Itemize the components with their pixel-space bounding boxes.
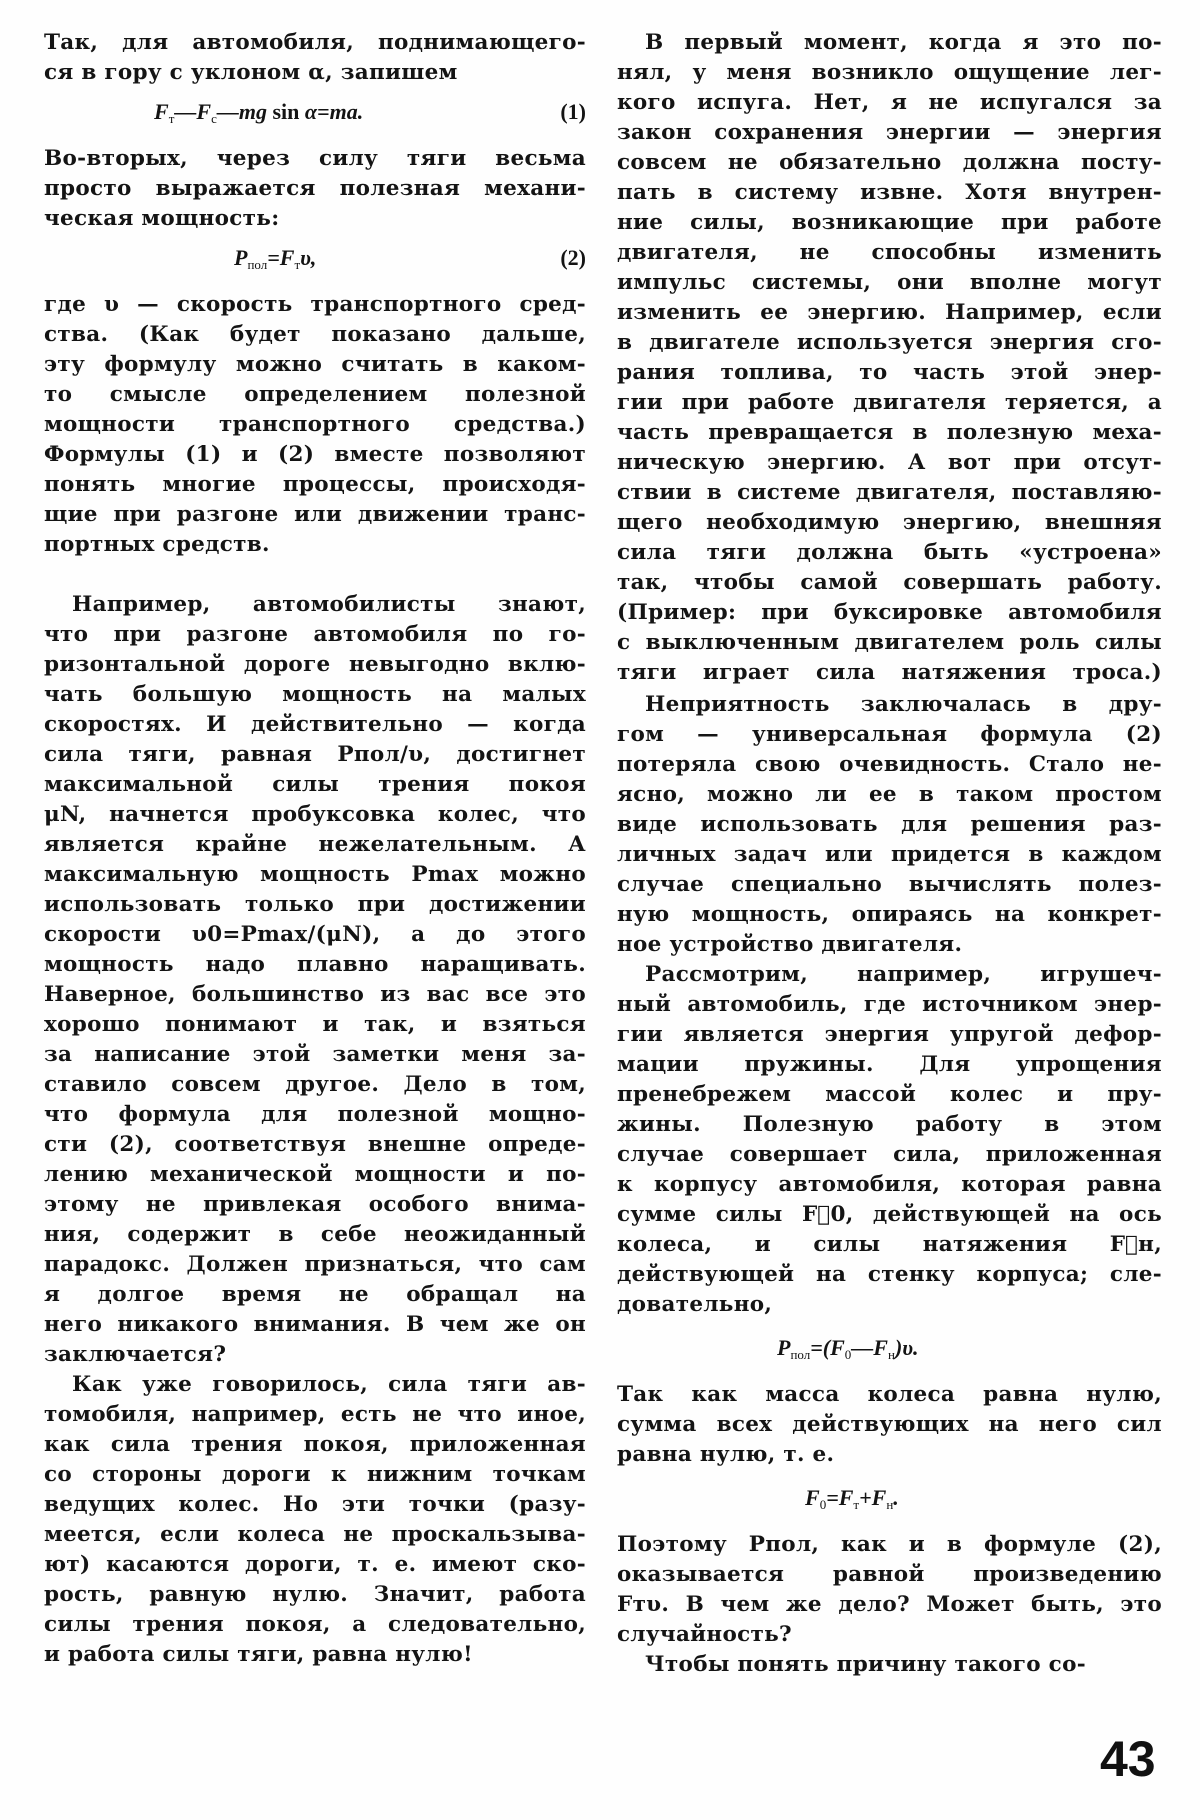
text-line: этому не привлекая особого внима- (44, 1192, 586, 1217)
text-line: ние силы, возникающие при работе (617, 210, 1162, 235)
formula-1-number: (1) (560, 99, 586, 124)
text-line: личных задач или придется в каждом (617, 842, 1162, 867)
text-line: ризонтальной дороге невыгодно вклю- (44, 652, 586, 677)
text-line: Наверное, большинство из вас все это (44, 982, 586, 1007)
formula-4 (617, 1480, 1162, 1516)
text-line: ную мощность, опираясь на конкрет- (617, 902, 1162, 927)
text-line: так, чтобы самой совершать работу. (617, 570, 1162, 595)
text-line: парадокс. Должен признаться, что сам (44, 1252, 586, 1277)
text-line: Например, автомобилисты знают, (72, 592, 586, 617)
text-line: ведущих колес. Но эти точки (разу- (44, 1492, 586, 1517)
text-line: с выключенным двигателем роль силы (617, 630, 1162, 655)
text-line: эту формулу можно считать в каком- (44, 352, 586, 377)
text-line: случае специально вычислять полез- (617, 872, 1162, 897)
text-line: Как уже говорилось, сила тяги ав- (72, 1372, 586, 1397)
text-line: ясно, можно ли ее в таком простом (617, 782, 1162, 807)
text-line: В первый момент, когда я это по- (645, 30, 1162, 55)
formula-2-number: (2) (560, 245, 586, 270)
text-line: понять многие процессы, происходя- (44, 472, 586, 497)
text-line: тяги играет сила натяжения троса.) (617, 660, 1162, 685)
text-line: использовать только при достижении (44, 892, 586, 917)
text-line: что при разгоне автомобиля по го- (44, 622, 586, 647)
text-line: сила тяги должна быть «устроена» (617, 540, 1162, 565)
text-line: Fтυ. В чем же дело? Может быть, это (617, 1592, 1162, 1617)
text-line: Неприятность заключалась в дру- (645, 692, 1162, 717)
text-line: колеса, и силы натяжения F⃗н, (617, 1232, 1162, 1257)
page-number: 43 (1100, 1731, 1156, 1787)
text-line: пренебрежем массой колес и пру- (617, 1082, 1162, 1107)
text-line: потеряла свою очевидность. Стало не- (617, 752, 1162, 777)
text-line: гии является энергия упругой дефор- (617, 1022, 1162, 1047)
formula-2-expression: $P_{пол}=F_т\upsilon$, (234, 245, 317, 272)
text-line: скорости υ0=Pmax/(μN), а до этого (44, 922, 586, 947)
text-line: портных средств. (44, 532, 270, 557)
text-line: щего необходимую энергию, внешняя (617, 510, 1162, 535)
text-line: скоростях. И действительно — когда (44, 712, 586, 737)
text-line: Во-вторых, через силу тяги весьма (44, 146, 586, 171)
text-line: меется, если колеса не проскальзыва- (44, 1522, 586, 1547)
text-line: хорошо понимают и так, и взяться (44, 1012, 586, 1037)
text-line: где υ — скорость транспортного сред- (44, 292, 586, 317)
text-line: силы трения покоя, а следовательно, (44, 1612, 586, 1637)
text-line: мации пружины. Для упрощения (617, 1052, 1162, 1077)
text-line: ют) касаются дороги, т. е. имеют ско- (44, 1552, 586, 1577)
text-line: Поэтому Pпол, как и в формуле (2), (617, 1532, 1162, 1557)
text-line: ческая мощность: (44, 206, 280, 231)
text-line: максимальную мощность Pmax можно (44, 862, 586, 887)
formula-3-expression: $P_{пол}=(F_0—F_н)\upsilon$. (777, 1335, 919, 1362)
text-line: случае совершает сила, приложенная (617, 1142, 1162, 1167)
text-line: действующей на стенку корпуса; сле- (617, 1262, 1162, 1287)
text-line: импульс системы, они вполне могут (617, 270, 1162, 295)
formula-4-expression: $F_0=F_т+F_н$. (805, 1485, 899, 1512)
text-line: случайность? (617, 1622, 792, 1647)
text-line: рания топлива, то часть этой энер- (617, 360, 1162, 385)
text-line: является крайне нежелательным. А (44, 832, 586, 857)
text-line: Так как масса колеса равна нулю, (617, 1382, 1162, 1407)
text-line: часть превращается в полезную меха- (617, 420, 1162, 445)
text-line: сумме силы F⃗0, действующей на ось (617, 1202, 1162, 1227)
text-line: сила тяги, равная Pпол/υ, достигнет (44, 742, 586, 767)
formula-2 (44, 240, 586, 276)
text-line: ствии в системе двигателя, поставляю- (617, 480, 1162, 505)
text-line: то смысле определением полезной (44, 382, 586, 407)
text-line: за написание этой заметки меня за- (44, 1042, 586, 1067)
text-line: мощности транспортного средства.) (44, 412, 586, 437)
text-line: двигателя, не способны изменить (617, 240, 1162, 265)
formula-1-expression: $F_т—F_с—mg$ sin α=ma. (154, 99, 364, 126)
text-line: щие при разгоне или движении транс- (44, 502, 586, 527)
text-line: Формулы (1) и (2) вместе позволяют (44, 442, 586, 467)
text-line: рость, равную нулю. Значит, работа (44, 1582, 586, 1607)
text-line: просто выражается полезная механи- (44, 176, 586, 201)
text-line: ническую энергию. А вот при отсут- (617, 450, 1162, 475)
text-line: гом — универсальная формула (2) (617, 722, 1162, 747)
text-line: я долгое время не обращал на (44, 1282, 586, 1307)
text-line: закон сохранения энергии — энергия (617, 120, 1162, 145)
text-line: чать большую мощность на малых (44, 682, 586, 707)
text-line: ный автомобиль, где источником энер- (617, 992, 1162, 1017)
text-line: кого испуга. Нет, я не испугался за (617, 90, 1162, 115)
text-line: и работа силы тяги, равна нулю! (44, 1642, 473, 1667)
text-line: изменить ее энергию. Например, если (617, 300, 1162, 325)
text-line: лению механической мощности и по- (44, 1162, 586, 1187)
text-line: Чтобы понять причину такого со- (645, 1652, 1086, 1677)
text-line: пать в систему извне. Хотя внутрен- (617, 180, 1162, 205)
text-line: ное устройство двигателя. (617, 932, 963, 957)
text-line: довательно, (617, 1292, 773, 1317)
text-line: Рассмотрим, например, игрушеч- (645, 962, 1162, 987)
text-line: что формула для полезной мощно- (44, 1102, 586, 1127)
text-line: томобиля, например, есть не что иное, (44, 1402, 586, 1427)
text-line: ся в гору с уклоном α, запишем (44, 60, 458, 85)
text-line: него никакого внимания. В чем же он (44, 1312, 586, 1337)
text-line: (Пример: при буксировке автомобиля (617, 600, 1162, 625)
text-line: жины. Полезную работу в этом (617, 1112, 1162, 1137)
text-line: совсем не обязательно должна посту- (617, 150, 1162, 175)
text-line: ния, содержит в себе неожиданный (44, 1222, 586, 1247)
text-line: виде использовать для решения раз- (617, 812, 1162, 837)
formula-3 (617, 1330, 1162, 1366)
text-line: мощность надо плавно наращивать. (44, 952, 586, 977)
text-line: заключается? (44, 1342, 227, 1367)
text-line: равна нулю, т. е. (617, 1442, 835, 1467)
formula-1 (44, 94, 586, 130)
text-line: нял, у меня возникло ощущение лег- (617, 60, 1162, 85)
text-line: оказывается равной произведению (617, 1562, 1162, 1587)
text-line: как сила трения покоя, приложенная (44, 1432, 586, 1457)
text-line: к корпусу автомобиля, которая равна (617, 1172, 1162, 1197)
text-line: максимальной силы трения покоя (44, 772, 586, 797)
text-line: в двигателе используется энергия сго- (617, 330, 1162, 355)
text-line: ставило совсем другое. Дело в том, (44, 1072, 586, 1097)
text-line: ства. (Как будет показано дальше, (44, 322, 586, 347)
text-line: μN, начнется пробуксовка колес, что (44, 802, 586, 827)
text-line: сумма всех действующих на него сил (617, 1412, 1162, 1437)
text-line: Так, для автомобиля, поднимающего- (44, 30, 586, 55)
text-line: сти (2), соответствуя внешне опреде- (44, 1132, 586, 1157)
text-line: со стороны дороги к нижним точкам (44, 1462, 586, 1487)
text-line: гии при работе двигателя теряется, а (617, 390, 1162, 415)
